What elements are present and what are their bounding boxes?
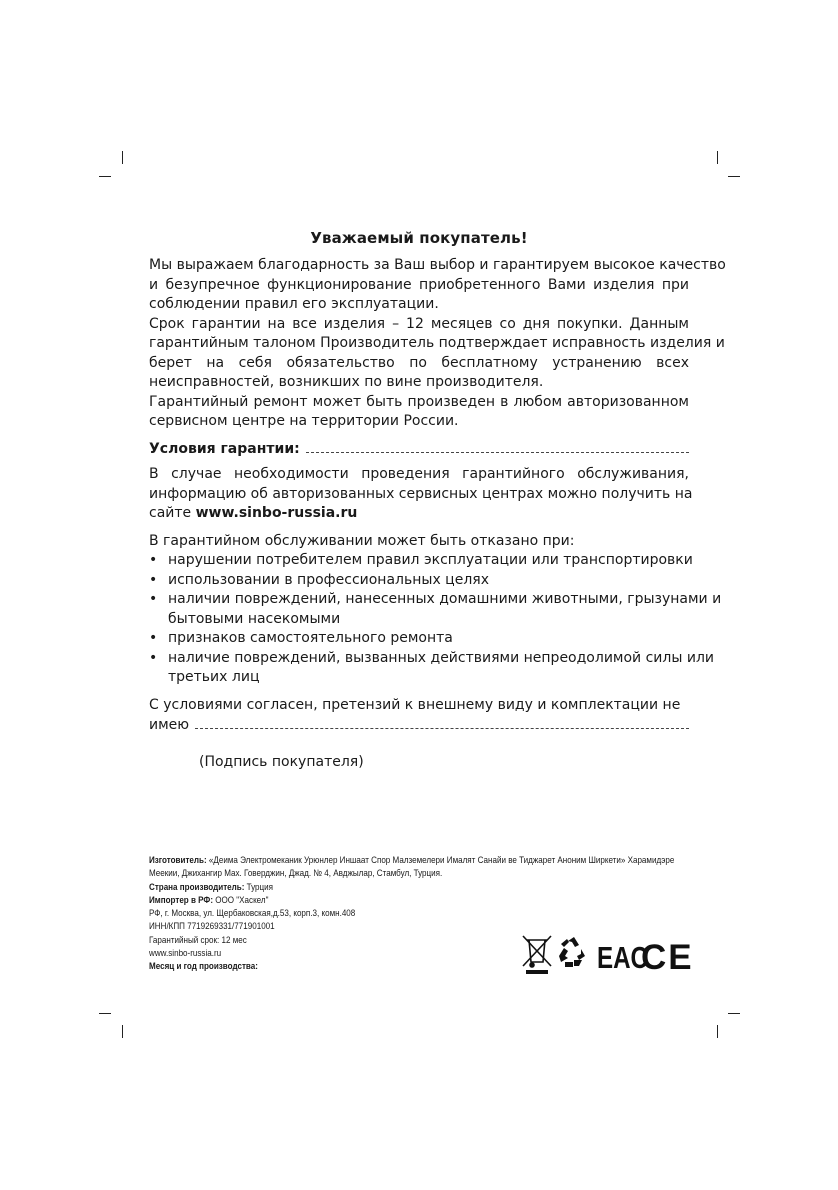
importer-address: РФ, г. Москва, ул. Щербаковская,д.53, корп.3, комн.408 xyxy=(149,907,356,919)
text-line: третьих лиц xyxy=(168,669,260,685)
importer-value: ООО "Хаскел" xyxy=(213,893,269,905)
website-link: www.sinbo-russia.ru xyxy=(195,505,358,521)
signature-line xyxy=(195,716,689,729)
importer-label: Импортер в РФ: xyxy=(149,893,214,905)
list-item xyxy=(149,649,714,688)
text-line: • признаков самостоятельного ремонта xyxy=(168,630,453,646)
crop-mark xyxy=(717,151,718,164)
importer-inn: ИНН/КПП 7719269331/771901001 xyxy=(149,920,275,932)
manufacturer-address: Меекии, Джихангир Мах. Говерджин, Джад. № 4, Авджылар, Стамбул, Турция. xyxy=(149,867,443,879)
production-date-label: Месяц и год производства: xyxy=(149,960,258,972)
agreement-text: имею xyxy=(149,717,190,733)
dashed-line xyxy=(306,440,689,453)
manufacturer-text: «Деима Электромеканик Урюнлер Иншаат Спор Малземелери Ималят Санайи ве Тиджарет Аноним Ширкети» Харамидэре xyxy=(206,854,675,865)
list-item xyxy=(149,551,693,571)
text-line: В гарантийном обслуживании может быть отказано при: xyxy=(149,533,575,549)
certification-marks xyxy=(521,932,691,976)
crop-mark xyxy=(728,176,740,177)
signature-row xyxy=(149,716,689,733)
crop-mark xyxy=(99,1013,111,1014)
text-line: В случае необходимости проведения гарантийного обслуживания, xyxy=(149,466,689,482)
crop-mark xyxy=(122,151,123,164)
list-item xyxy=(149,590,722,629)
refusal-list xyxy=(149,551,722,688)
crop-mark xyxy=(728,1013,740,1014)
certification-marks-svg xyxy=(521,932,691,976)
intro-paragraph xyxy=(149,256,726,432)
text-line: бытовыми насекомыми xyxy=(168,610,341,627)
text-line: гарантийным талоном Производитель подтверждает исправность изделия и xyxy=(149,335,725,351)
list-item xyxy=(149,629,689,649)
text-line: информацию об авторизованных сервисных центрах можно получить на xyxy=(149,485,693,502)
crop-mark xyxy=(99,176,111,177)
text-line: неисправностей, возникших по вине производителя. xyxy=(149,374,544,390)
signature-caption: (Подпись покупателя) xyxy=(199,754,364,770)
page-title: Уважаемый покупатель! xyxy=(310,229,528,247)
text-line: Мы выражаем благодарность за Ваш выбор и гарантируем высокое качество xyxy=(149,257,726,273)
importer-site: www.sinbo-russia.ru xyxy=(149,947,222,959)
text-line: С условиями согласен, претензий к внешнему виду и комплектации не xyxy=(149,697,681,713)
text-line: сервисном центре на территории России. xyxy=(149,413,459,429)
text-line xyxy=(149,504,689,524)
text-line: • наличие повреждений, вызванных действиями непреодолимой силы или xyxy=(168,649,714,666)
text-fragment: сайте xyxy=(149,505,196,521)
conditions-heading-row xyxy=(149,440,689,457)
text-line: • нарушении потребителем правил эксплуатации или транспортировки xyxy=(168,552,693,568)
text-line: • использовании в профессиональных целях xyxy=(168,571,489,588)
list-item xyxy=(149,571,689,591)
warranty-period: Гарантийный срок: 12 мес xyxy=(149,933,247,945)
weee-bin-icon xyxy=(523,936,551,974)
agreement-line xyxy=(149,696,689,716)
refusal-intro xyxy=(149,532,689,552)
recycle-icon xyxy=(559,937,585,967)
service-info-paragraph xyxy=(149,465,693,524)
crop-mark xyxy=(122,1025,123,1038)
manufacturer-label: Изготовитель: xyxy=(149,854,207,865)
text-line: Гарантийный ремонт может быть произведен в любом авторизованном xyxy=(149,393,689,410)
crop-mark xyxy=(717,1025,718,1038)
text-line: берет на себя обязательство по бесплатному устранению всех xyxy=(149,354,689,371)
country-label: Страна производитель: xyxy=(149,880,245,892)
country-value: Турция xyxy=(244,880,274,892)
text-line: Срок гарантии на все изделия – 12 месяцев со дня покупки. Данным xyxy=(149,315,689,332)
ce-mark: CE xyxy=(641,938,691,976)
text-line: • наличии повреждений, нанесенных домашними животными, грызунами и xyxy=(168,591,722,607)
text-line: и безупречное функционирование приобретенного Вами изделия при xyxy=(149,276,689,293)
eac-mark: EAC xyxy=(597,940,649,975)
conditions-heading: Условия гарантии: xyxy=(149,441,300,457)
text-line: соблюдении правил его эксплуатации. xyxy=(149,296,439,312)
